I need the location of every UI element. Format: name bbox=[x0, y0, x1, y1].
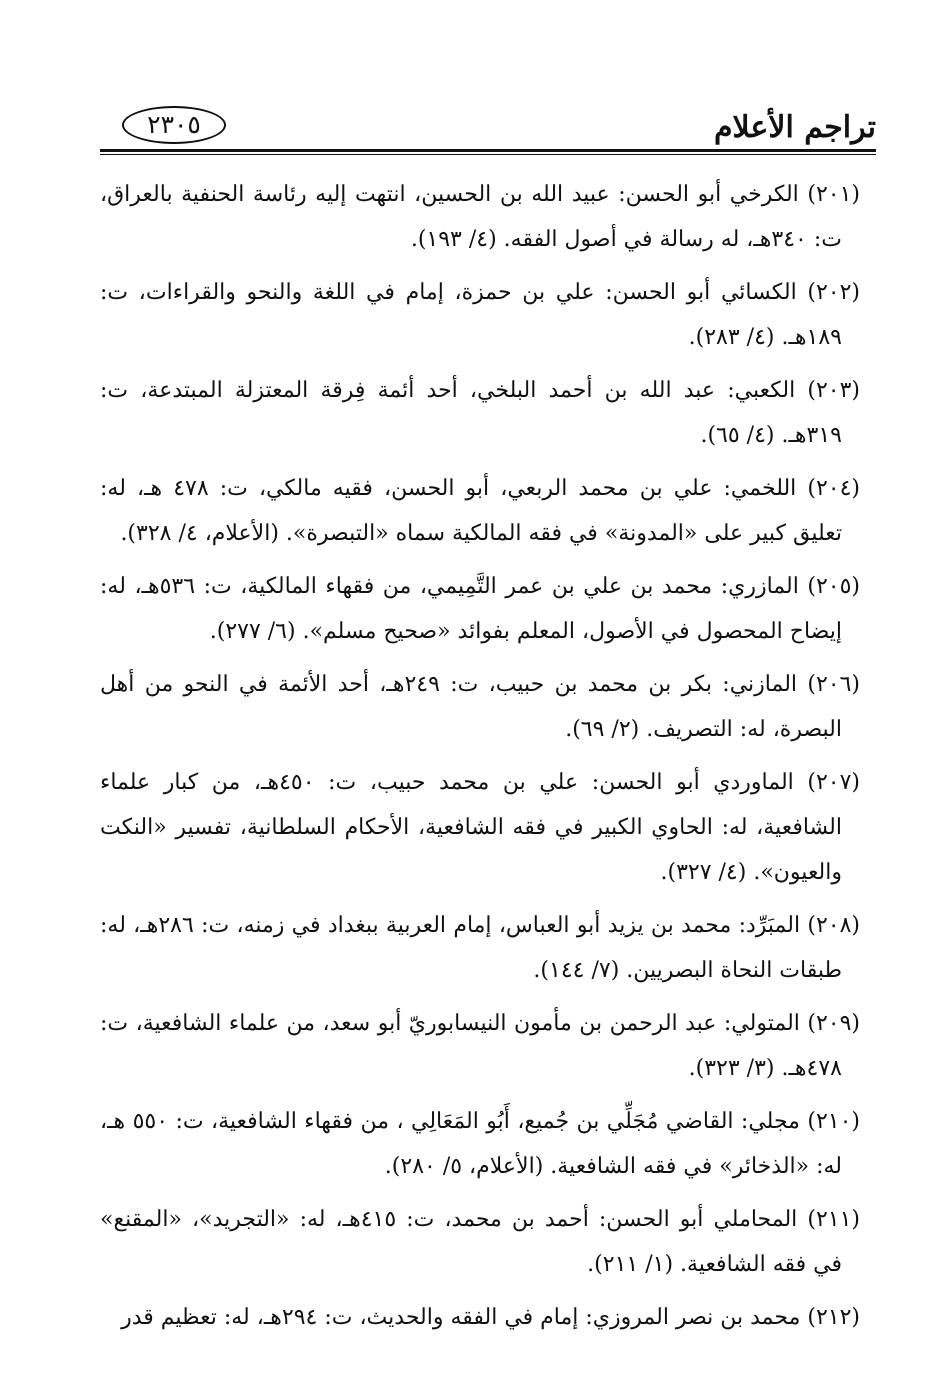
biography-entries bbox=[100, 172, 860, 1348]
entry-205: (٢٠٥) المازري: محمد بن علي بن عمر التَّمِيمي، من فقهاء المالكية، ت: ٥٣٦هـ، له: إيضاح المحصول في الأصول، المعلم بفوائد «صحيح مسلم». (٦/ ٢٧٧). bbox=[100, 574, 860, 644]
entry-210: (٢١٠) مجلي: القاضي مُجَلِّي بن جُميع، أَبُو المَعَالِي ، من فقهاء الشافعية، ت: ٥٥٠ هـ، له: «الذخائر» في فقه الشافعية. (الأعلام، ٥/ ٢٨٠). bbox=[100, 1109, 861, 1179]
page-number: ٢٣٠٥ bbox=[147, 110, 201, 139]
entry-206: (٢٠٦) المازني: بكر بن محمد بن حبيب، ت: ٢٤٩هـ، أحد الأئمة في النحو من أهل البصرة، له: التصريف. (٢/ ٦٩). bbox=[100, 672, 860, 742]
entry-204: (٢٠٤) اللخمي: علي بن محمد الربعي، أبو الحسن، فقيه مالكي، ت: ٤٧٨ هـ، له: تعليق كبير على «المدونة» في فقه المالكية سماه «التبصرة». (الأعلام، ٤/ ٣٢٨). bbox=[100, 476, 861, 546]
entry-212: (٢١٢) محمد بن نصر المروزي: إمام في الفقه والحديث، ت: ٢٩٤هـ، له: تعظيم قدر bbox=[121, 1305, 860, 1330]
running-title: تراجم الأعلام bbox=[713, 110, 876, 145]
entry-203: (٢٠٣) الكعبي: عبد الله بن أحمد البلخي، أحد أئمة فِرقة المعتزلة المبتدعة، ت: ٣١٩هـ. (٤/ ٦٥). bbox=[100, 378, 860, 448]
page-header bbox=[100, 98, 876, 156]
entry-201: (٢٠١) الكرخي أبو الحسن: عبيد الله بن الحسين، انتهت إليه رئاسة الحنفية بالعراق، ت: ٣٤٠هـ، له رسالة في أصول الفقه. (٤/ ١٩٣). bbox=[100, 182, 860, 252]
entry-207: (٢٠٧) الماوردي أبو الحسن: علي بن محمد حبيب، ت: ٤٥٠هـ، من كبار علماء الشافعية، له: الحاوي الكبير في فقه الشافعية، الأحكام السلطانية، تفسير «النكت والعيون». (٤/ ٣٢٧). bbox=[100, 770, 861, 885]
entry-209: (٢٠٩) المتولي: عبد الرحمن بن مأمون النيسابوريّ أبو سعد، من علماء الشافعية، ت: ٤٧٨هـ. (٣/ ٣٢٣). bbox=[100, 1011, 860, 1081]
entry-202: (٢٠٢) الكسائي أبو الحسن: علي بن حمزة، إمام في اللغة والنحو والقراءات، ت: ١٨٩هـ. (٤/ ٢٨٣). bbox=[100, 280, 860, 350]
entry-211: (٢١١) المحاملي أبو الحسن: أحمد بن محمد، ت: ٤١٥هـ، له: «التجريد»، «المقنع» في فقه الشافعية. (١/ ٢١١). bbox=[100, 1207, 860, 1277]
header-rule bbox=[100, 149, 876, 152]
entry-208: (٢٠٨) المبَرِّد: محمد بن يزيد أبو العباس، إمام العربية ببغداد في زمنه، ت: ٢٨٦هـ، له: طبقات النحاة البصريين. (٧/ ١٤٤). bbox=[100, 913, 860, 983]
header-rule-thin bbox=[100, 154, 876, 155]
page-number-oval bbox=[122, 106, 226, 144]
